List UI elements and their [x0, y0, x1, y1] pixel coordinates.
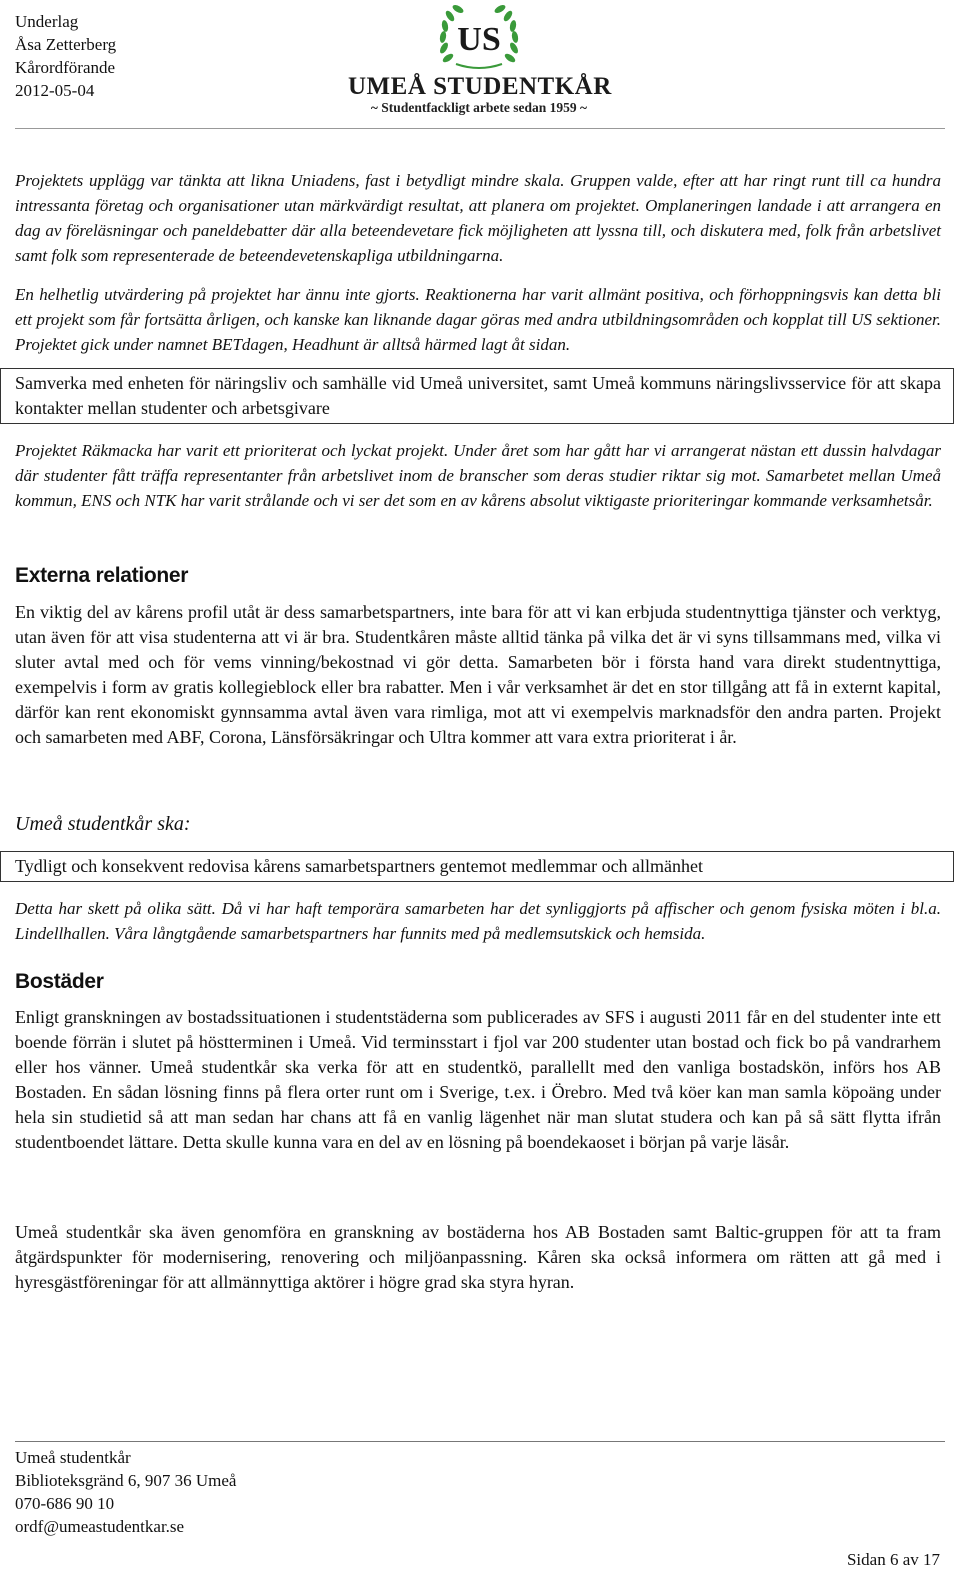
meta-type: Underlag	[15, 12, 79, 31]
paragraph-project-plan: Projektets upplägg var tänkta att likna Uniadens, fast i betydligt mindre skala. Gruppen valde, efter att har ringt runt till ca hundra intressanta företag och organisationer utan märkvärdigt resultat, att planera om projektet. Omplaneringen landade i att arrangera en dag av föreläsningar och paneldebatter där alla beteendevetare fick möjligheten att lyssna till, och diskutera med, folk från arbetslivet samt folk som representerade de beteendevetenskapliga utbildningarna.	[15, 171, 941, 265]
footer-contact	[15, 1446, 236, 1538]
goal-box-redovisa: Tydligt och konsekvent redovisa kårens samarbetspartners gentemot medlemmar och allmänhet	[0, 851, 954, 882]
heading-umea-studentkar-ska: Umeå studentkår ska:	[15, 813, 191, 835]
footer-phone: 070-686 90 10	[15, 1494, 115, 1513]
footer-address: Biblioteksgränd 6, 907 36 Umeå	[15, 1471, 237, 1490]
paragraph-rakmacka: Projektet Räkmacka har varit ett prioriterat och lyckat projekt. Under året som har gått har vi arrangerat nästan ett dussin halvdagar där studenter fått träffa representanter från arbetslivet inom de branscher som deras studier riktar sig mot. Samarbetet mellan Umeå kommun, ENS och NTK har varit strålande och vi ser det som en av kårens absolut viktigaste prioriteringar kommande verksamhetsår.	[15, 441, 941, 510]
paragraph-samarbetspartners: En viktig del av kårens profil utåt är dess samarbetspartners, inte bara för att vi kan erbjuda studentnyttiga tjänster och verktyg, utan även för att visa studenterna att vi är bra. Studentkåren måste alltid tänka på vilka det är vi syns tillsammans med, vilka vi sluter avtal med och för vems vinning/bekostnad vi gör detta. Samarbeten bör i första hand vara direkt studentnyttiga, exempelvis i form av gratis kollegieblock eller bra rabatter. Men i vår verksamhet är det en stor tillgång att få in externt kapital, därför kan rent ekonomiskt gynnsamma avtal även vara rimliga, mot att vi exempelvis marknadsför den andra parten. Projekt och samarbeten med ABF, Corona, Länsförsäkringar och Ultra kommer att vara extra prioriterat i år.	[15, 602, 941, 747]
svg-text:US: US	[457, 21, 501, 58]
meta-role: Kårordförande	[15, 58, 116, 77]
umea-studentkar-logo	[348, 0, 610, 120]
page-number: Sidan 6 av 17	[846, 1550, 940, 1569]
heading-externa-relationer: Externa relationer	[15, 564, 189, 587]
meta-date: 2012-05-04	[15, 81, 95, 100]
footer-divider	[15, 1441, 945, 1442]
wreath-emblem-icon	[434, 0, 524, 72]
footer-email: ordf@umeastudentkar.se	[15, 1517, 185, 1536]
logo-tagline: ~ Studentfackligt arbete sedan 1959 ~	[370, 100, 588, 115]
paragraph-evaluation: En helhetlig utvärdering på projektet har ännu inte gjorts. Reaktionerna har varit allmänt positiva, och förhoppningsvis kan detta bli ett projekt som får fortsätta årligen, och kanske kan liknande dagar göras med andra utbildningsområden och kopplat till US sektioner. Projektet gick under namnet BETdagen, Headhunt är alltså härmed lagt åt sidan.	[15, 285, 941, 354]
logo-name: UMEÅ STUDENTKÅR	[348, 73, 612, 100]
paragraph-bostadssituationen: Enligt granskningen av bostadssituationen i studentstäderna som publicerades av SFS i augusti 2011 får en del studenter inte ett boende förrän i slutet på höstterminen i Umeå. Vid terminsstart i fjol var 200 studenter utan bostad och fick bo på vandrarhem eller hos vänner. Umeå studentkår ska verka för att en studentkö, parallellt med den vanliga bostadskön, införs hos AB Bostaden. En sådan lösning finns på flera orter runt om i Sverige, t.ex. i Örebro. Med två köer kan man samla köpoäng under hela sin studietid så att man sedan har chans att få en vanlig lägenhet när man slutat studera och kan på så sätt flytta ifrån studentboendet lättare. Detta skulle kunna vara en del av en lösning på boendekaoset i början på varje läsår.	[15, 1007, 941, 1152]
meta-author: Åsa Zetterberg	[15, 35, 117, 54]
document-meta	[15, 10, 116, 102]
footer-org: Umeå studentkår	[15, 1448, 131, 1467]
heading-bostader: Bostäder	[15, 970, 104, 993]
paragraph-granskning: Umeå studentkår ska även genomföra en granskning av bostäderna hos AB Bostaden samt Baltic-gruppen för att ta fram åtgärdspunkter för modernisering, renovering och miljöanpassning. Kåren ska också informera om rätten att gå med i hyresgästföreningar för att allmännyttiga aktörer i högre grad ska styra hyran.	[15, 1222, 941, 1292]
goal-box-samverka: Samverka med enheten för näringsliv och samhälle vid Umeå universitet, samt Umeå kommuns näringslivsservice för att skapa kontakter mellan studenter och arbetsgivare	[0, 368, 954, 424]
header-divider	[15, 128, 945, 129]
paragraph-synliggjorts: Detta har skett på olika sätt. Då vi har haft temporära samarbeten har det synliggjorts på affischer och genom fysiska möten i bl.a. Lindellhallen. Våra långtgående samarbetspartners har funnits med på medlemsutskick och hemsida.	[15, 899, 941, 943]
